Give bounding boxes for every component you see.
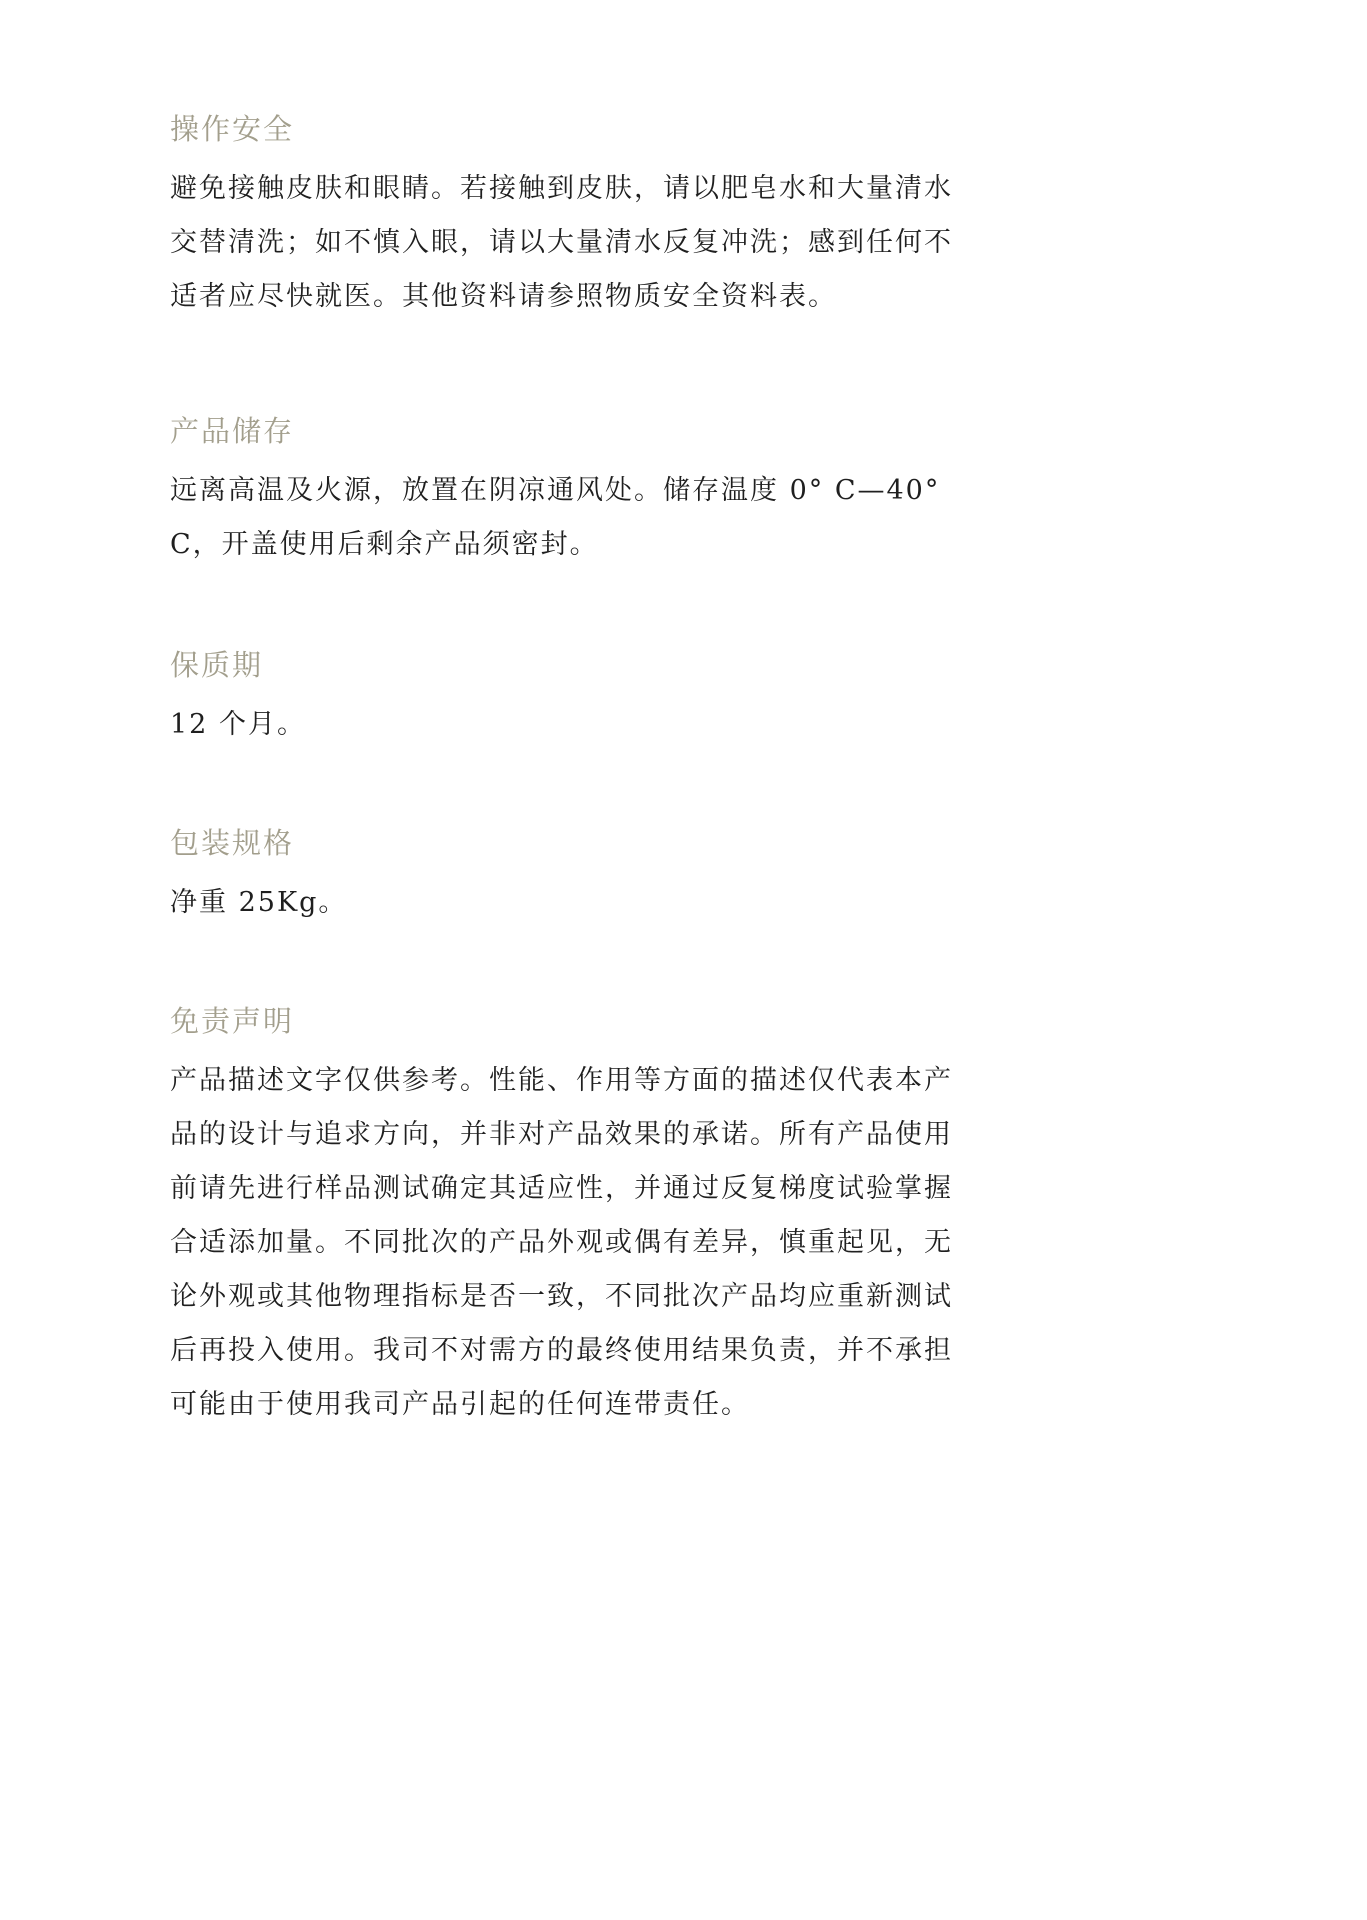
section-shelf-life (170, 644, 970, 752)
section-body: 远离高温及火源，放置在阴凉通风处。储存温度 0° C—40° C，开盖使用后剩余产品须密封。 (170, 475, 941, 560)
section-disclaimer (170, 1000, 970, 1432)
section-operation-safety (170, 108, 970, 324)
section-body: 净重 25Kg。 (170, 887, 348, 918)
section-heading: 保质期 (170, 648, 264, 682)
section-heading: 操作安全 (170, 112, 295, 146)
section-body: 12 个月。 (170, 709, 306, 740)
section-product-storage (170, 410, 970, 572)
document-page (170, 108, 970, 1432)
section-heading: 包装规格 (170, 826, 295, 860)
section-body: 避免接触皮肤和眼睛。若接触到皮肤，请以肥皂水和大量清水交替清洗；如不慎入眼，请以大量清水反复冲洗；感到任何不适者应尽快就医。其他资料请参照物质安全资料表。 (170, 173, 953, 312)
section-heading: 产品储存 (170, 414, 295, 448)
section-heading: 免责声明 (170, 1004, 295, 1038)
section-packing-spec (170, 822, 970, 930)
section-body: 产品描述文字仅供参考。性能、作用等方面的描述仅代表本产品的设计与追求方向，并非对产品效果的承诺。所有产品使用前请先进行样品测试确定其适应性，并通过反复梯度试验掌握合适添加量。不同批次的产品外观或偶有差异，慎重起见，无论外观或其他物理指标是否一致，不同批次产品均应重新测试后再投入使用。我司不对需方的最终使用结果负责，并不承担可能由于使用我司产品引起的任何连带责任。 (170, 1065, 953, 1420)
